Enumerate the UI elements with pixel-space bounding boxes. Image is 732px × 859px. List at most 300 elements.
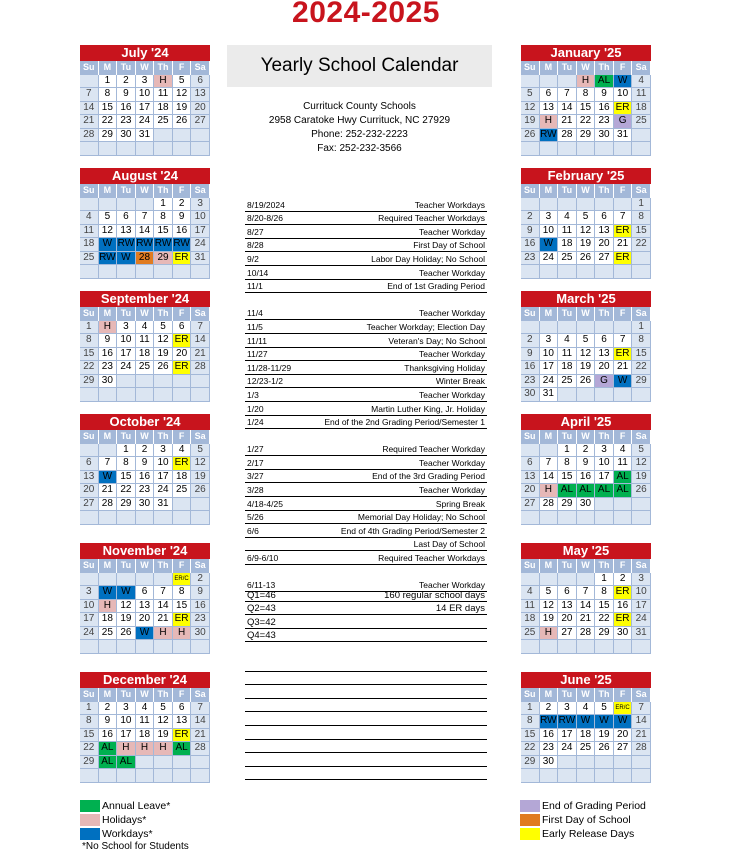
month-calendar — [521, 672, 651, 783]
day-cell: 26 — [577, 252, 596, 266]
event-row — [245, 280, 487, 294]
day-cell: 5 — [154, 702, 173, 716]
empty-cell — [577, 756, 596, 770]
empty-cell — [80, 388, 99, 402]
day-cell: 12 — [191, 457, 210, 471]
empty-cell — [577, 142, 596, 156]
day-cell: 28 — [632, 742, 651, 756]
day-cell: 18 — [99, 613, 118, 627]
day-header: Su — [521, 688, 540, 702]
day-cell: H — [540, 484, 559, 498]
events-list — [245, 198, 487, 592]
day-cell: 26 — [595, 742, 614, 756]
event-date: 6/6 — [247, 525, 259, 536]
day-cell: 24 — [191, 238, 210, 252]
event-row — [245, 443, 487, 457]
day-header: Tu — [117, 559, 136, 573]
day-cell: RW — [154, 238, 173, 252]
legend-swatch-grading — [520, 800, 540, 812]
day-cell: 11 — [136, 334, 155, 348]
empty-cell — [558, 640, 577, 654]
empty-cell — [117, 388, 136, 402]
event-description: Teacher Workday — [419, 267, 485, 278]
day-cell: 25 — [136, 361, 155, 375]
day-cell: 11 — [614, 457, 633, 471]
day-header: W — [577, 688, 596, 702]
quarter-row — [245, 615, 487, 629]
day-cell: RW — [540, 715, 559, 729]
day-cell: 3 — [117, 702, 136, 716]
empty-cell — [173, 756, 192, 770]
day-cell: 16 — [173, 225, 192, 239]
empty-cell — [99, 142, 118, 156]
day-cell: AL — [173, 742, 192, 756]
day-cell: 25 — [632, 115, 651, 129]
day-header: F — [173, 307, 192, 321]
day-header: Th — [595, 184, 614, 198]
day-cell: 12 — [632, 457, 651, 471]
day-cell: 20 — [191, 102, 210, 116]
event-row — [245, 511, 487, 525]
empty-cell — [595, 198, 614, 212]
day-cell: 2 — [577, 444, 596, 458]
day-cell: 23 — [191, 613, 210, 627]
day-header: M — [540, 559, 559, 573]
day-cell: 7 — [80, 88, 99, 102]
month-title: April '25 — [521, 414, 651, 430]
month-grid — [521, 688, 651, 783]
day-cell: 12 — [577, 225, 596, 239]
day-cell: 22 — [577, 115, 596, 129]
day-cell: 18 — [136, 348, 155, 362]
empty-cell — [595, 640, 614, 654]
empty-cell — [614, 769, 633, 783]
day-cell: 1 — [99, 75, 118, 89]
day-cell: 29 — [577, 129, 596, 143]
day-cell: G — [595, 375, 614, 389]
day-header: Th — [154, 688, 173, 702]
day-cell: 30 — [191, 627, 210, 641]
day-cell: H — [540, 115, 559, 129]
event-date: 11/28-11/29 — [247, 362, 292, 373]
event-date: 2/17 — [247, 457, 264, 468]
day-cell: ER — [173, 361, 192, 375]
day-cell: 17 — [117, 348, 136, 362]
day-cell: W — [577, 715, 596, 729]
empty-cell — [154, 511, 173, 525]
day-cell: 14 — [136, 225, 155, 239]
day-cell: 5 — [577, 211, 596, 225]
day-cell: 16 — [117, 102, 136, 116]
day-cell: 26 — [173, 115, 192, 129]
quarter-days: Q1=46 — [247, 589, 276, 601]
empty-cell — [558, 265, 577, 279]
empty-cell — [99, 640, 118, 654]
empty-cell — [558, 321, 577, 335]
day-cell: 9 — [136, 457, 155, 471]
day-cell: W — [540, 238, 559, 252]
day-cell: 6 — [173, 321, 192, 335]
day-cell: 11 — [80, 225, 99, 239]
day-cell: 19 — [595, 729, 614, 743]
day-header: Sa — [191, 61, 210, 75]
event-date: 9/2 — [247, 253, 259, 264]
empty-cell — [154, 573, 173, 587]
event-date: 11/1 — [247, 281, 263, 292]
day-cell: 6 — [558, 586, 577, 600]
day-header: Su — [80, 307, 99, 321]
day-header: W — [136, 184, 155, 198]
day-cell: 1 — [154, 198, 173, 212]
month-title: January '25 — [521, 45, 651, 61]
day-cell: 12 — [577, 348, 596, 362]
day-cell: 30 — [99, 375, 118, 389]
day-cell: 29 — [632, 375, 651, 389]
day-header: Tu — [117, 307, 136, 321]
day-cell: 3 — [117, 321, 136, 335]
empty-cell — [117, 198, 136, 212]
day-cell: 6 — [191, 75, 210, 89]
empty-cell — [540, 75, 559, 89]
day-cell: 26 — [577, 375, 596, 389]
day-header: Th — [154, 430, 173, 444]
empty-cell — [558, 756, 577, 770]
day-header: Th — [595, 559, 614, 573]
empty-cell — [191, 129, 210, 143]
empty-cell — [80, 142, 99, 156]
quarter-days: Q2=43 — [247, 603, 276, 615]
empty-cell — [614, 756, 633, 770]
day-cell: 25 — [99, 627, 118, 641]
day-header: Th — [154, 184, 173, 198]
day-header: M — [99, 184, 118, 198]
day-cell: ER — [173, 252, 192, 266]
day-cell: 27 — [595, 252, 614, 266]
day-cell: ER — [614, 225, 633, 239]
day-cell: 19 — [577, 361, 596, 375]
day-cell: W — [99, 586, 118, 600]
day-header: M — [540, 61, 559, 75]
school-info — [227, 100, 492, 156]
empty-cell — [80, 769, 99, 783]
day-cell: 28 — [99, 498, 118, 512]
day-cell: ER/C — [614, 702, 633, 716]
day-cell: 3 — [595, 444, 614, 458]
day-cell: 2 — [191, 573, 210, 587]
day-cell: 17 — [540, 361, 559, 375]
empty-cell — [99, 769, 118, 783]
blank-line — [245, 767, 487, 781]
day-cell: H — [99, 321, 118, 335]
day-cell: 11 — [632, 88, 651, 102]
day-cell: 15 — [99, 102, 118, 116]
month-calendar — [80, 672, 210, 783]
day-cell: 30 — [521, 388, 540, 402]
event-row — [245, 212, 487, 226]
blank-lines — [245, 658, 487, 780]
day-cell: H — [154, 627, 173, 641]
empty-cell — [558, 511, 577, 525]
day-header: Su — [521, 559, 540, 573]
event-row — [245, 334, 487, 348]
day-cell: 30 — [117, 129, 136, 143]
event-description: Martin Luther King, Jr. Holiday — [371, 403, 485, 414]
day-cell: RW — [540, 129, 559, 143]
event-date: 11/5 — [247, 321, 263, 332]
day-cell: 19 — [173, 102, 192, 116]
empty-cell — [136, 375, 155, 389]
empty-cell — [117, 640, 136, 654]
legend-left — [80, 799, 189, 852]
empty-cell — [577, 511, 596, 525]
empty-cell — [136, 511, 155, 525]
day-cell: 14 — [154, 600, 173, 614]
empty-cell — [191, 511, 210, 525]
day-cell: AL — [614, 471, 633, 485]
day-cell: 27 — [80, 498, 99, 512]
empty-cell — [540, 444, 559, 458]
day-header: Su — [80, 559, 99, 573]
day-cell: 7 — [540, 457, 559, 471]
day-cell: 20 — [136, 613, 155, 627]
empty-cell — [577, 573, 596, 587]
empty-cell — [614, 511, 633, 525]
day-cell: 2 — [540, 702, 559, 716]
day-cell: 11 — [521, 600, 540, 614]
day-cell: 7 — [577, 586, 596, 600]
event-description: First Day of School — [413, 240, 485, 251]
day-cell: 7 — [154, 586, 173, 600]
empty-cell — [521, 265, 540, 279]
event-description: Veteran's Day; No School — [388, 335, 485, 346]
day-cell: 12 — [173, 88, 192, 102]
day-header: Sa — [632, 559, 651, 573]
day-header: Tu — [558, 559, 577, 573]
legend-item — [80, 799, 189, 813]
day-cell: 28 — [136, 252, 155, 266]
event-row — [245, 551, 487, 565]
empty-cell — [540, 321, 559, 335]
day-cell: 10 — [154, 457, 173, 471]
day-header: M — [99, 559, 118, 573]
day-cell: 29 — [80, 375, 99, 389]
event-description: Teacher Workday — [419, 226, 485, 237]
day-cell: RW — [173, 238, 192, 252]
empty-cell — [632, 769, 651, 783]
month-calendar — [521, 291, 651, 402]
day-cell: 15 — [632, 225, 651, 239]
event-description: End of 4th Grading Period/Semester 2 — [340, 525, 485, 536]
day-cell: W — [99, 471, 118, 485]
day-header: M — [99, 688, 118, 702]
empty-cell — [154, 265, 173, 279]
empty-cell — [99, 573, 118, 587]
empty-cell — [595, 756, 614, 770]
day-cell: 13 — [521, 471, 540, 485]
legend-item — [80, 813, 189, 827]
day-cell: 10 — [540, 348, 559, 362]
day-cell: AL — [99, 756, 118, 770]
day-cell: 25 — [173, 484, 192, 498]
month-grid — [521, 61, 651, 156]
day-cell: 7 — [614, 211, 633, 225]
day-cell: 24 — [540, 375, 559, 389]
quarters-list — [245, 588, 487, 642]
day-header: Su — [80, 688, 99, 702]
day-cell: 8 — [521, 715, 540, 729]
event-description: Last Day of School — [413, 539, 485, 550]
day-cell: ER/C — [173, 573, 192, 587]
day-cell: 9 — [99, 715, 118, 729]
day-cell: 4 — [80, 211, 99, 225]
empty-cell — [80, 640, 99, 654]
quarter-note: 14 ER days — [435, 603, 485, 615]
empty-cell — [577, 769, 596, 783]
day-cell: 11 — [154, 88, 173, 102]
school-phone: Phone: 252-232-2223 — [311, 129, 408, 140]
blank-line — [245, 672, 487, 686]
page-title: 2024-2025 — [292, 0, 440, 29]
day-cell: 26 — [117, 627, 136, 641]
day-cell: 13 — [540, 102, 559, 116]
empty-cell — [136, 388, 155, 402]
month-title: October '24 — [80, 414, 210, 430]
day-cell: 27 — [521, 498, 540, 512]
day-cell: 30 — [577, 498, 596, 512]
empty-cell — [577, 640, 596, 654]
day-cell: 14 — [540, 471, 559, 485]
day-cell: 16 — [521, 361, 540, 375]
month-title: August '24 — [80, 168, 210, 184]
day-cell: H — [540, 627, 559, 641]
day-cell: 9 — [191, 586, 210, 600]
event-date: 4/18-4/25 — [247, 498, 283, 509]
day-cell: 3 — [136, 75, 155, 89]
day-cell: 25 — [521, 627, 540, 641]
day-cell: 8 — [558, 457, 577, 471]
day-cell: 14 — [632, 715, 651, 729]
day-cell: 20 — [521, 484, 540, 498]
empty-cell — [577, 265, 596, 279]
empty-cell — [117, 142, 136, 156]
day-cell: 24 — [80, 627, 99, 641]
day-cell: ER — [173, 334, 192, 348]
event-row — [245, 456, 487, 470]
day-header: M — [540, 307, 559, 321]
empty-cell — [173, 375, 192, 389]
day-header: Tu — [117, 688, 136, 702]
day-header: W — [136, 559, 155, 573]
empty-cell — [595, 265, 614, 279]
empty-cell — [80, 75, 99, 89]
day-cell: 19 — [191, 471, 210, 485]
event-description: Labor Day Holiday; No School — [371, 253, 485, 264]
day-cell: 8 — [99, 88, 118, 102]
event-description: Teacher Workday — [419, 580, 485, 591]
empty-cell — [521, 511, 540, 525]
month-grid — [80, 430, 210, 525]
day-header: Tu — [558, 184, 577, 198]
day-cell: 14 — [577, 600, 596, 614]
month-title: June '25 — [521, 672, 651, 688]
day-header: F — [173, 688, 192, 702]
event-row — [245, 266, 487, 280]
calendar-heading: Yearly School Calendar — [227, 45, 492, 87]
blank-line — [245, 740, 487, 754]
day-cell: 8 — [577, 88, 596, 102]
empty-cell — [191, 498, 210, 512]
day-cell: 18 — [558, 238, 577, 252]
empty-cell — [521, 321, 540, 335]
day-cell: 21 — [614, 361, 633, 375]
day-cell: 2 — [614, 573, 633, 587]
empty-cell — [173, 265, 192, 279]
empty-cell — [173, 498, 192, 512]
day-cell: 10 — [80, 600, 99, 614]
month-calendar — [80, 168, 210, 279]
empty-cell — [540, 265, 559, 279]
day-cell: W — [117, 586, 136, 600]
quarter-days: Q4=43 — [247, 630, 276, 642]
empty-cell — [117, 511, 136, 525]
day-cell: 29 — [117, 498, 136, 512]
day-cell: 20 — [558, 613, 577, 627]
day-header: Th — [595, 61, 614, 75]
empty-cell — [595, 321, 614, 335]
day-cell: 31 — [154, 498, 173, 512]
day-header: Tu — [117, 61, 136, 75]
day-cell: 17 — [154, 471, 173, 485]
day-cell: 22 — [632, 361, 651, 375]
day-cell: 29 — [558, 498, 577, 512]
day-cell: 24 — [632, 613, 651, 627]
day-header: W — [136, 307, 155, 321]
day-cell: 23 — [117, 115, 136, 129]
day-header: Th — [154, 559, 173, 573]
day-cell: H — [577, 75, 596, 89]
empty-cell — [558, 75, 577, 89]
event-description: Teacher Workday — [419, 308, 485, 319]
empty-cell — [154, 129, 173, 143]
event-row — [245, 402, 487, 416]
day-cell: 18 — [632, 102, 651, 116]
event-date: 3/28 — [247, 485, 264, 496]
legend-item — [520, 813, 646, 827]
day-cell: 17 — [136, 102, 155, 116]
day-cell: 5 — [577, 334, 596, 348]
day-cell: 17 — [80, 613, 99, 627]
empty-cell — [80, 444, 99, 458]
day-cell: 3 — [632, 573, 651, 587]
empty-cell — [632, 640, 651, 654]
event-row — [245, 538, 487, 552]
day-cell: 27 — [558, 627, 577, 641]
day-cell: 31 — [632, 627, 651, 641]
day-cell: H — [154, 75, 173, 89]
event-date: 5/26 — [247, 512, 264, 523]
empty-cell — [136, 198, 155, 212]
day-cell: 17 — [117, 729, 136, 743]
day-cell: W — [136, 627, 155, 641]
day-cell: 31 — [540, 388, 559, 402]
day-cell: 19 — [577, 238, 596, 252]
empty-cell — [632, 252, 651, 266]
footnote: *No School for Students — [82, 841, 189, 852]
day-cell: 18 — [136, 729, 155, 743]
day-cell: 21 — [191, 729, 210, 743]
day-cell: 22 — [595, 613, 614, 627]
empty-cell — [117, 573, 136, 587]
